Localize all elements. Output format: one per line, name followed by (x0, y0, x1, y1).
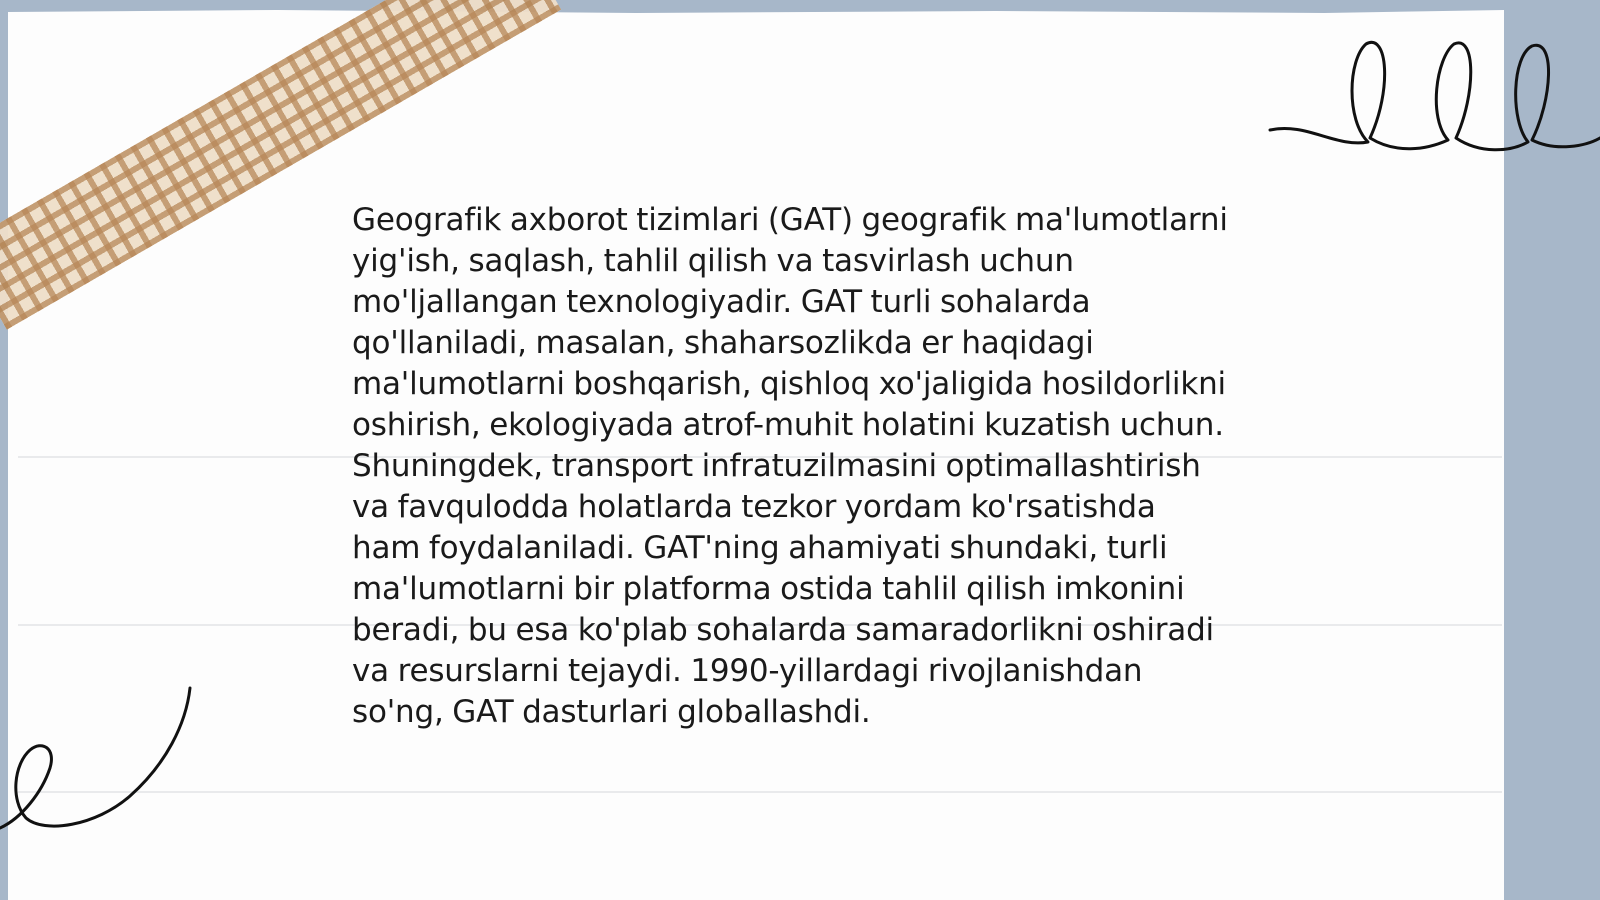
loop-scribble-icon (1266, 30, 1600, 160)
curl-scribble-icon (0, 684, 200, 834)
paper-rule-line (18, 791, 1502, 793)
body-paragraph: Geografik axborot tizimlari (GAT) geografik ma'lumotlarni yig'ish, saqlash, tahlil qilish va tasvirlash uchun mo'ljallangan texnologiyadir. GAT turli sohalarda qo'llaniladi, masalan, shaharsozlikda er haqidagi ma'lumotlarni boshqarish, qishloq xo'jaligida hosildorlikni oshirish, ekologiyada atrof-muhit holatini kuzatish uchun. Shuningdek, transport infratuzilmasini optimallashtirish va favqulodda holatlarda tezkor yordam ko'rsatishda ham foydalaniladi. GAT'ning ahamiyati shundaki, turli ma'lumotlarni bir platforma ostida tahlil qilish imkonini beradi, bu esa ko'plab sohalarda samaradorlikni oshiradi va resurslarni tejaydi. 1990-yillardagi rivojlanishdan so'ng, GAT dasturlari globallashdi. (352, 202, 1228, 730)
